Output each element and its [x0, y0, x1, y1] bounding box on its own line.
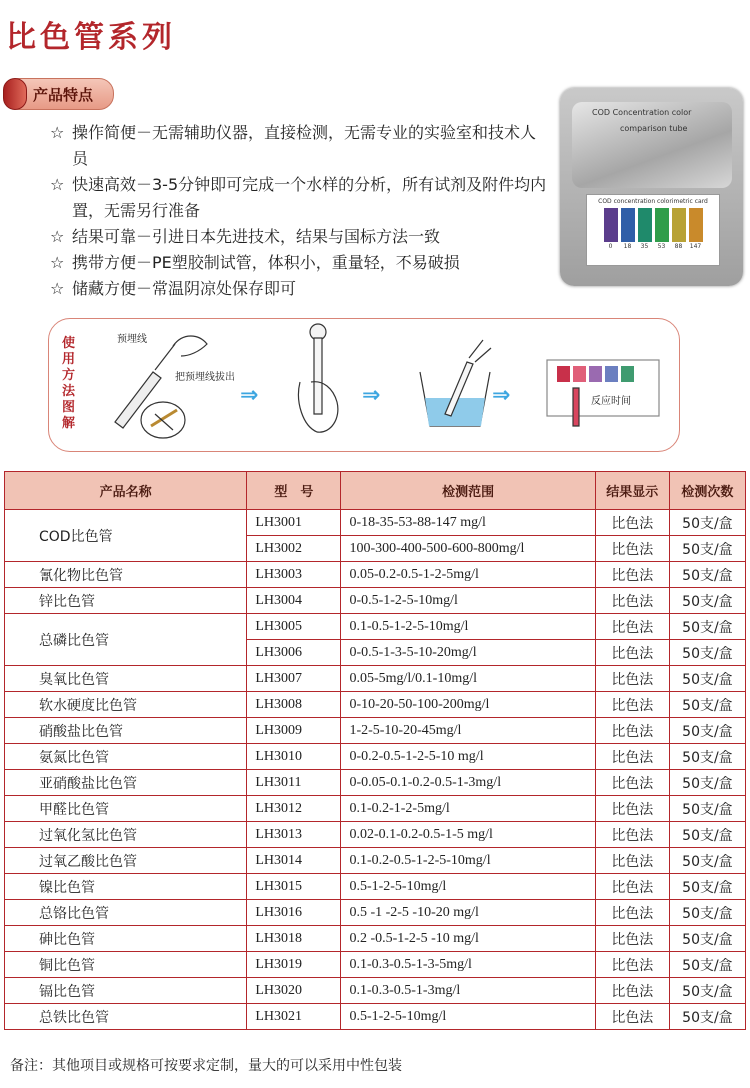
cell-result: 比色法	[595, 978, 669, 1004]
cell-result: 比色法	[595, 848, 669, 874]
cell-range: 0.1-0.2-0.5-1-2-5-10mg/l	[341, 848, 595, 874]
feature-item	[50, 120, 550, 172]
feature-item	[50, 224, 550, 250]
cell-range: 0-10-20-50-100-200mg/l	[341, 692, 595, 718]
product-photo	[560, 88, 743, 286]
feature-text: 快速高效－3-5分钟即可完成一个水样的分析，所有试剂及附件均内置，无需另行准备	[72, 175, 547, 220]
cell-range: 0.5-1-2-5-10mg/l	[341, 874, 595, 900]
header-result: 结果显示	[595, 472, 669, 510]
cell-model: LH3014	[247, 848, 341, 874]
table-row	[5, 822, 746, 848]
star-icon: ☆	[50, 175, 65, 194]
cell-count: 50支/盒	[669, 978, 745, 1004]
header-count: 检测次数	[669, 472, 745, 510]
product-spec-table	[4, 471, 746, 1030]
cell-product-name: 硝酸盐比色管	[5, 718, 247, 744]
cell-range: 0-0.5-1-3-5-10-20mg/l	[341, 640, 595, 666]
step4-illustration	[547, 360, 659, 426]
cell-range: 0.2 -0.5-1-2-5 -10 mg/l	[341, 926, 595, 952]
feature-text: 储藏方便－常温阴凉处保存即可	[72, 279, 297, 298]
cell-count: 50支/盒	[669, 536, 745, 562]
pouch-label-line1: COD Concentration color	[592, 108, 692, 117]
color-swatches	[587, 208, 719, 242]
header-model: 型 号	[247, 472, 341, 510]
table-row	[5, 666, 746, 692]
cell-model: LH3020	[247, 978, 341, 1004]
cell-result: 比色法	[595, 536, 669, 562]
swatch-value: 88	[674, 243, 683, 250]
table-row	[5, 796, 746, 822]
cell-model: LH3021	[247, 1004, 341, 1030]
cell-count: 50支/盒	[669, 796, 745, 822]
cell-product-name: 铜比色管	[5, 952, 247, 978]
cell-range: 0.1-0.3-0.5-1-3-5mg/l	[341, 952, 595, 978]
cell-result: 比色法	[595, 796, 669, 822]
cell-count: 50支/盒	[669, 926, 745, 952]
table-row	[5, 874, 746, 900]
cell-product-name: 总磷比色管	[5, 614, 247, 666]
card-title: COD concentration colorimetric card	[598, 198, 708, 205]
cell-range: 100-300-400-500-600-800mg/l	[341, 536, 595, 562]
cell-count: 50支/盒	[669, 952, 745, 978]
swatch-value: 53	[657, 243, 666, 250]
cell-range: 0.02-0.1-0.2-0.5-1-5 mg/l	[341, 822, 595, 848]
table-header-row	[5, 472, 746, 510]
cell-count: 50支/盒	[669, 770, 745, 796]
cell-product-name: 总铁比色管	[5, 1004, 247, 1030]
cell-range: 0.1-0.2-1-2-5mg/l	[341, 796, 595, 822]
cell-result: 比色法	[595, 666, 669, 692]
cell-model: LH3005	[247, 614, 341, 640]
features-header	[4, 78, 114, 110]
cell-model: LH3016	[247, 900, 341, 926]
cell-model: LH3010	[247, 744, 341, 770]
cell-result: 比色法	[595, 822, 669, 848]
feature-text: 结果可靠－引进日本先进技术，结果与国标方法一致	[72, 227, 441, 246]
cell-range: 0.5-1-2-5-10mg/l	[341, 1004, 595, 1030]
cell-product-name: COD比色管	[5, 510, 247, 562]
cell-result: 比色法	[595, 510, 669, 536]
cell-range: 0.05-5mg/l/0.1-10mg/l	[341, 666, 595, 692]
cell-range: 0.1-0.3-0.5-1-3mg/l	[341, 978, 595, 1004]
cell-model: LH3004	[247, 588, 341, 614]
header-range: 检测范围	[341, 472, 595, 510]
swatch-value: 0	[608, 243, 613, 250]
cell-count: 50支/盒	[669, 614, 745, 640]
table-row	[5, 510, 746, 536]
cell-result: 比色法	[595, 588, 669, 614]
cell-product-name: 亚硝酸盐比色管	[5, 770, 247, 796]
swatch-value: 35	[640, 243, 649, 250]
cell-range: 0-0.05-0.1-0.2-0.5-1-3mg/l	[341, 770, 595, 796]
pouch-label-line2: comparison tube	[620, 124, 688, 133]
feature-item	[50, 172, 550, 224]
cell-result: 比色法	[595, 640, 669, 666]
cell-range: 0.5 -1 -2-5 -10-20 mg/l	[341, 900, 595, 926]
cell-range: 1-2-5-10-20-45mg/l	[341, 718, 595, 744]
cell-range: 0-18-35-53-88-147 mg/l	[341, 510, 595, 536]
pull-line-label: 把预埋线拔出	[175, 372, 235, 383]
cell-range: 0-0.5-1-2-5-10mg/l	[341, 588, 595, 614]
step2-illustration	[299, 324, 338, 432]
cell-product-name: 砷比色管	[5, 926, 247, 952]
star-icon: ☆	[50, 279, 65, 298]
cell-result: 比色法	[595, 744, 669, 770]
cell-count: 50支/盒	[669, 640, 745, 666]
color-swatch	[604, 208, 618, 242]
arrow-icon: ⇒	[240, 383, 259, 408]
table-row	[5, 718, 746, 744]
cell-product-name: 锌比色管	[5, 588, 247, 614]
arrow-icon: ⇒	[362, 383, 381, 408]
cell-model: LH3012	[247, 796, 341, 822]
cell-product-name: 软水硬度比色管	[5, 692, 247, 718]
cell-count: 50支/盒	[669, 692, 745, 718]
table-row	[5, 1004, 746, 1030]
table-row	[5, 848, 746, 874]
table-row	[5, 926, 746, 952]
cell-model: LH3007	[247, 666, 341, 692]
cell-product-name: 臭氧比色管	[5, 666, 247, 692]
cell-result: 比色法	[595, 926, 669, 952]
cell-product-name: 过氧化氢比色管	[5, 822, 247, 848]
cell-model: LH3011	[247, 770, 341, 796]
arrow-icon: ⇒	[492, 383, 511, 408]
table-row	[5, 692, 746, 718]
table-body	[5, 510, 746, 1030]
cell-result: 比色法	[595, 692, 669, 718]
usage-label: 使用方法图解	[62, 336, 76, 431]
table-row	[5, 770, 746, 796]
cell-result: 比色法	[595, 952, 669, 978]
swatch-value: 147	[689, 243, 702, 250]
star-icon: ☆	[50, 253, 65, 272]
product-pouch	[572, 102, 732, 188]
table-row	[5, 744, 746, 770]
cell-count: 50支/盒	[669, 510, 745, 536]
cell-count: 50支/盒	[669, 666, 745, 692]
cell-result: 比色法	[595, 900, 669, 926]
star-icon: ☆	[50, 123, 65, 142]
cell-model: LH3009	[247, 718, 341, 744]
cell-model: LH3001	[247, 510, 341, 536]
features-list	[50, 120, 550, 302]
cell-result: 比色法	[595, 770, 669, 796]
cell-result: 比色法	[595, 562, 669, 588]
cell-range: 0-0.2-0.5-1-2-5-10 mg/l	[341, 744, 595, 770]
cell-model: LH3015	[247, 874, 341, 900]
cell-product-name: 氨氮比色管	[5, 744, 247, 770]
cell-model: LH3019	[247, 952, 341, 978]
color-swatch	[689, 208, 703, 242]
cell-count: 50支/盒	[669, 874, 745, 900]
cell-count: 50支/盒	[669, 562, 745, 588]
cell-count: 50支/盒	[669, 848, 745, 874]
pre-line-label: 预埋线	[117, 334, 147, 345]
cell-model: LH3003	[247, 562, 341, 588]
reaction-time-label: 反应时间	[591, 396, 631, 407]
step1-illustration	[115, 336, 207, 438]
header-product-name: 产品名称	[5, 472, 247, 510]
cell-range: 0.1-0.5-1-2-5-10mg/l	[341, 614, 595, 640]
page-title: 比色管系列	[6, 20, 176, 55]
cell-count: 50支/盒	[669, 900, 745, 926]
color-swatch	[672, 208, 686, 242]
swatch-value: 18	[623, 243, 632, 250]
cell-range: 0.05-0.2-0.5-1-2-5mg/l	[341, 562, 595, 588]
footnote: 备注：其他项目或规格可按要求定制，量大的可以采用中性包装	[10, 1058, 402, 1074]
cell-count: 50支/盒	[669, 1004, 745, 1030]
cell-model: LH3006	[247, 640, 341, 666]
cell-model: LH3002	[247, 536, 341, 562]
header-cap-decoration	[3, 78, 27, 110]
cell-product-name: 镉比色管	[5, 978, 247, 1004]
cell-model: LH3008	[247, 692, 341, 718]
cell-product-name: 过氧乙酸比色管	[5, 848, 247, 874]
cell-model: LH3013	[247, 822, 341, 848]
usage-illustrations	[95, 322, 675, 447]
star-icon: ☆	[50, 227, 65, 246]
color-swatch	[638, 208, 652, 242]
cell-product-name: 氰化物比色管	[5, 562, 247, 588]
cell-product-name: 总铬比色管	[5, 900, 247, 926]
cell-result: 比色法	[595, 614, 669, 640]
table-row	[5, 900, 746, 926]
cell-result: 比色法	[595, 718, 669, 744]
feature-item	[50, 250, 550, 276]
cell-count: 50支/盒	[669, 588, 745, 614]
cell-model: LH3018	[247, 926, 341, 952]
table-row	[5, 562, 746, 588]
cell-product-name: 镍比色管	[5, 874, 247, 900]
colorimetric-card	[586, 194, 720, 266]
table-row	[5, 952, 746, 978]
swatch-values	[587, 243, 719, 250]
table-row	[5, 588, 746, 614]
cell-count: 50支/盒	[669, 718, 745, 744]
feature-text: 操作简便－无需辅助仪器，直接检测，无需专业的实验室和技术人员	[72, 123, 537, 168]
cell-product-name: 甲醛比色管	[5, 796, 247, 822]
cell-count: 50支/盒	[669, 744, 745, 770]
cell-count: 50支/盒	[669, 822, 745, 848]
cell-result: 比色法	[595, 1004, 669, 1030]
feature-text: 携带方便－PE塑胶制试管，体积小，重量轻，不易破损	[72, 253, 460, 272]
features-header-label: 产品特点	[33, 86, 94, 104]
table-row	[5, 614, 746, 640]
feature-item	[50, 276, 550, 302]
color-swatch	[655, 208, 669, 242]
table-row	[5, 978, 746, 1004]
step3-illustration	[420, 340, 491, 426]
color-swatch	[621, 208, 635, 242]
cell-result: 比色法	[595, 874, 669, 900]
